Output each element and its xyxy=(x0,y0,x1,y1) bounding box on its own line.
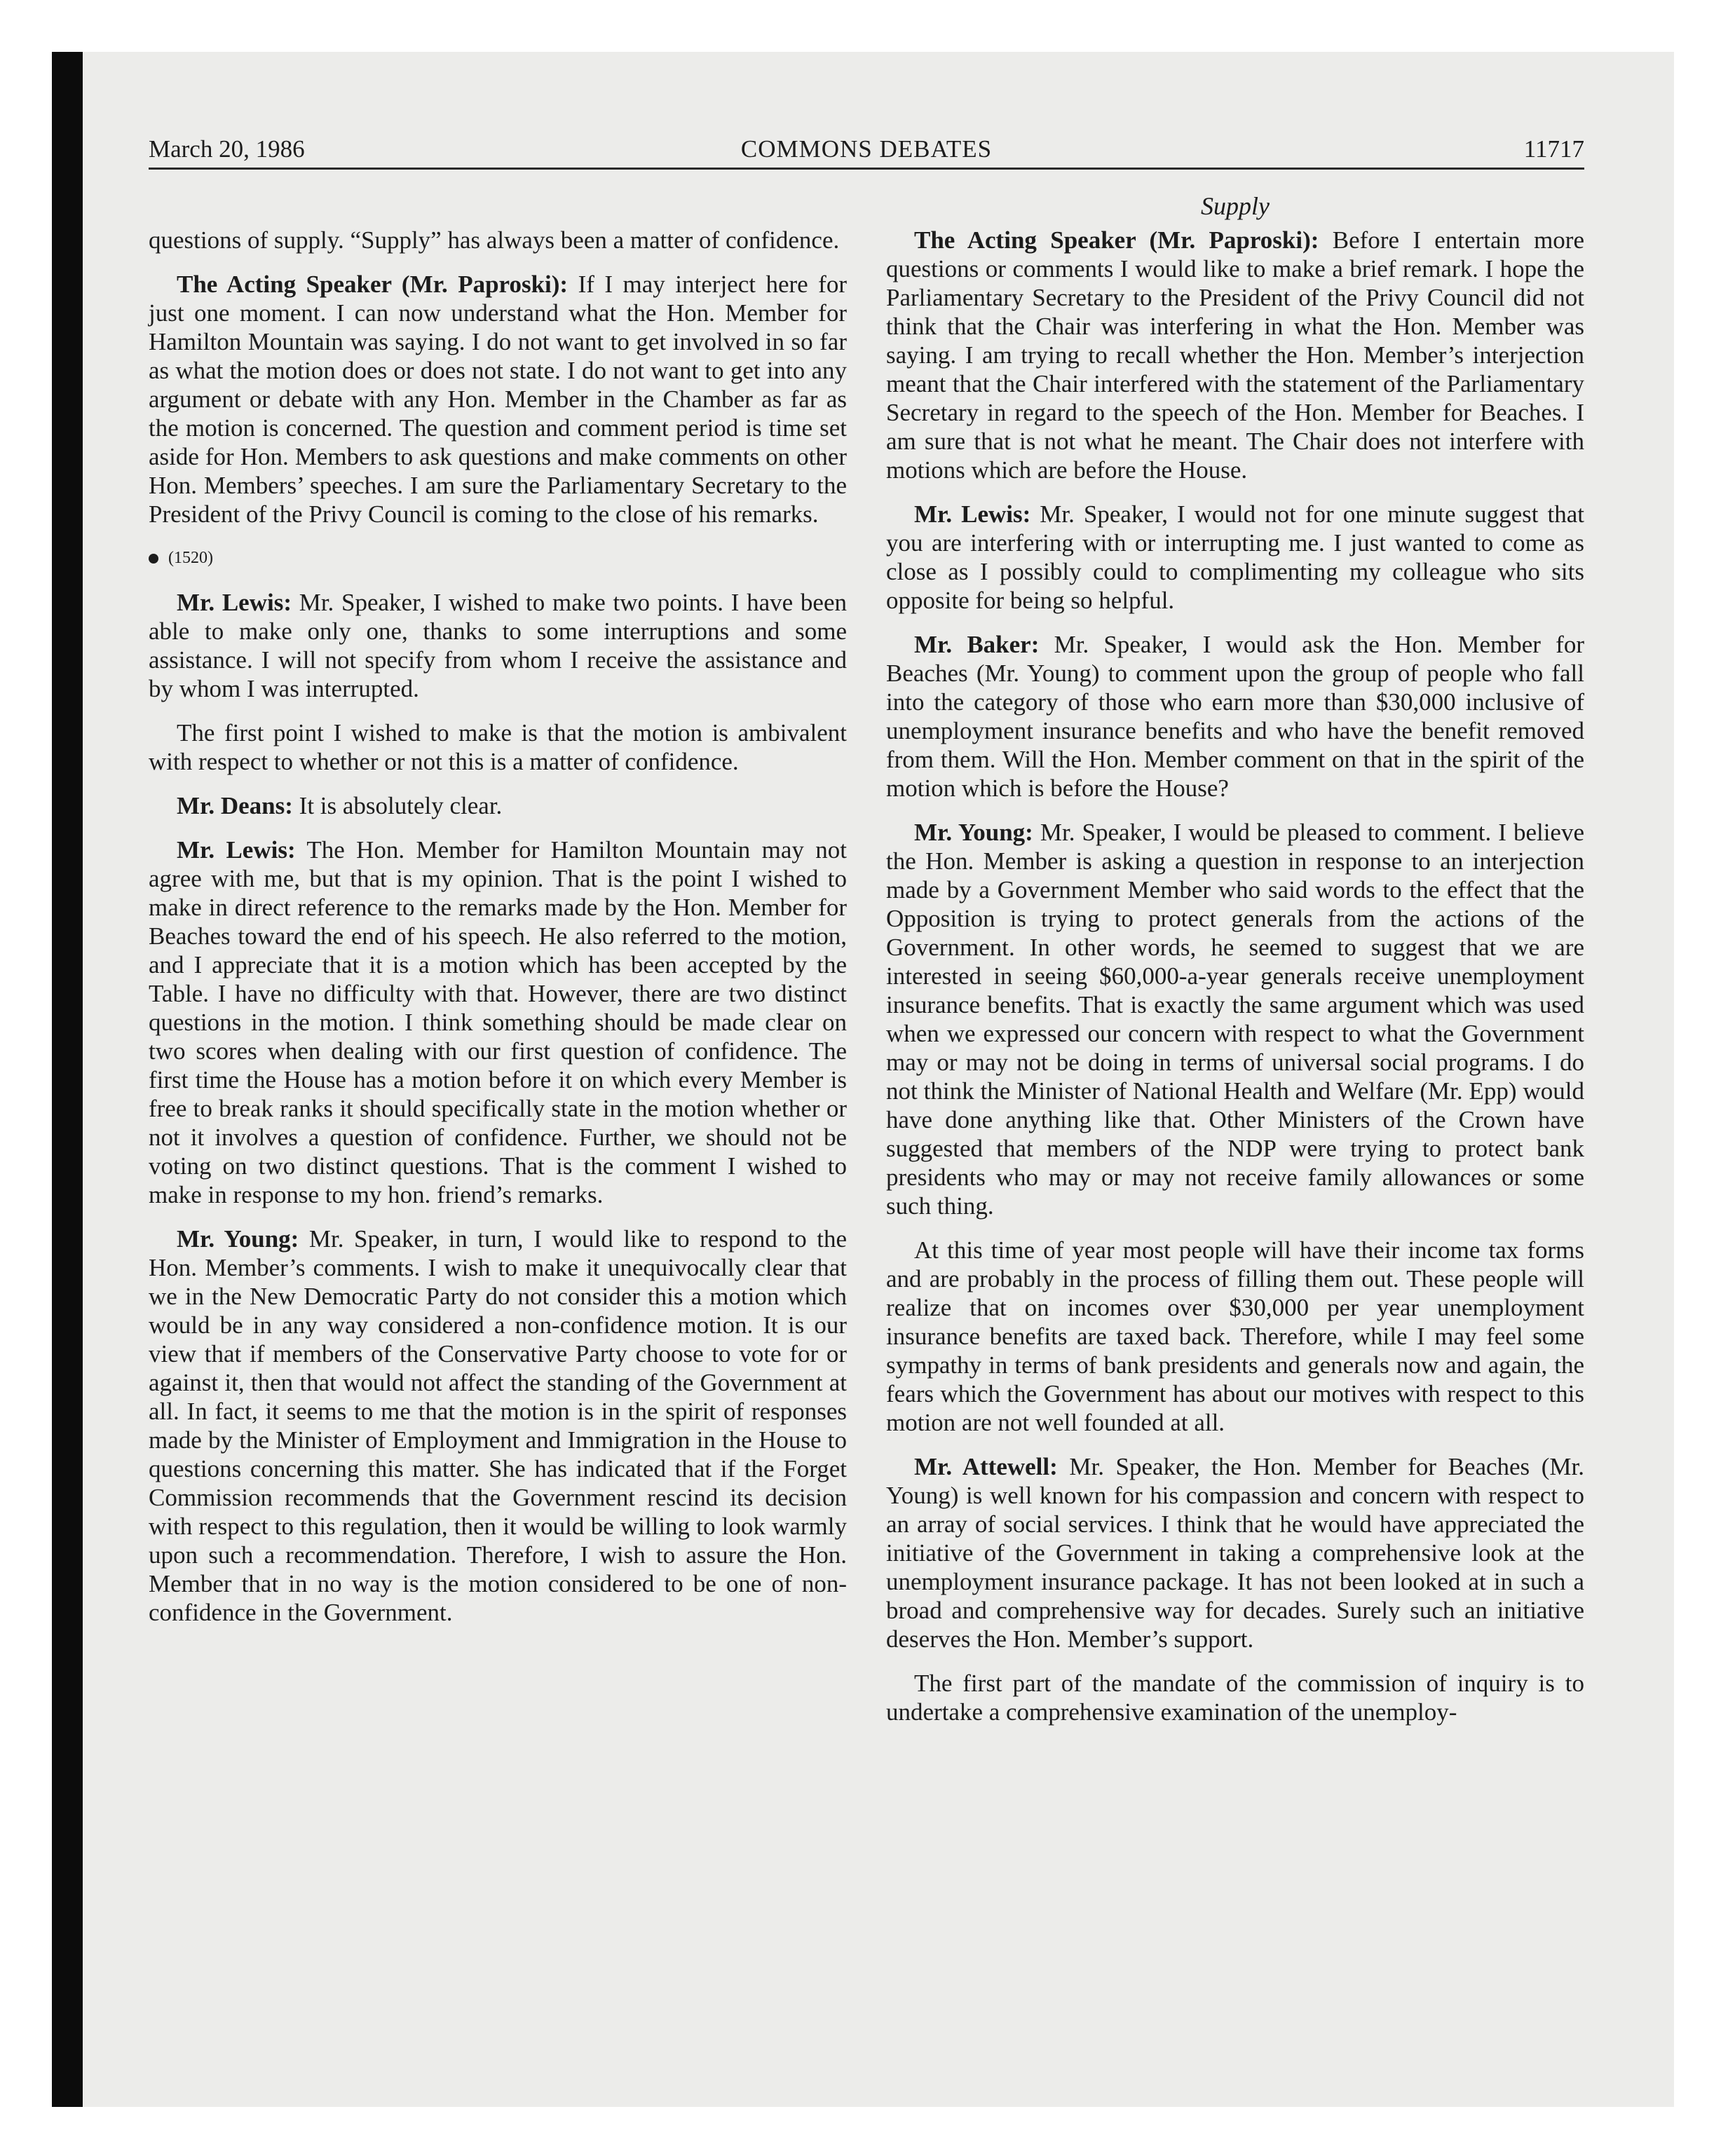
timestamp-marker: (1520) xyxy=(149,544,847,573)
paragraph: Mr. Young: Mr. Speaker, in turn, I would like to respond to the Hon. Member’s comments. I wish to make it unequivocally clear that we in the New Democratic Party do not consider this a motion which would be in any way considered a non-confidence motion. It is our view that if members of the Conservative Party choose to vote for or against it, then that would not affect the standing of the Government at all. In fact, it seems to me that the motion is in the spirit of responses made by the Minister of Employment and Immigration in the House to questions concerning this matter. She has indicated that if the Forget Commission recommends that the Government rescind its decision with respect to this regulation, then it would be willing to look warmly upon such a recommendation. Therefore, I wish to assure the Hon. Member that in no way is the motion considered to be one of non-confidence in the Government. xyxy=(149,1225,847,1626)
paragraph: The Acting Speaker (Mr. Paproski): If I may interject here for just one moment. I can now understand what the Hon. Member for Hamilton Mountain was saying. I do not want to get involved in so far as what the motion does or does not state. I do not want to get into any argument or debate with any Hon. Member in the Chamber as far as the motion is concerned. The question and comment period is time set aside for Hon. Members to ask questions and make comments on other Hon. Members’ speeches. I am sure the Parliamentary Secretary to the President of the Privy Council is coming to the close of his remarks. xyxy=(149,271,847,528)
left-column xyxy=(149,226,847,1642)
speaker-name: Mr. Baker: xyxy=(914,631,1040,658)
page-header xyxy=(149,133,1584,165)
speaker-name: Mr. Young: xyxy=(914,819,1033,846)
paragraph: Mr. Baker: Mr. Speaker, I would ask the Hon. Member for Beaches (Mr. Young) to comment upon the group of people who fall into the category of those who earn more than $30,000 inclusive of unemployment insurance benefits and who have the benefit removed from them. Will the Hon. Member comment on that in the spirit of the motion which is before the House? xyxy=(886,631,1584,802)
speaker-name: Mr. Lewis: xyxy=(177,589,292,616)
paragraph: questions of supply. “Supply” has always been a matter of confidence. xyxy=(149,226,840,254)
paragraph: Mr. Lewis: Mr. Speaker, I would not for one minute suggest that you are interfering with or interrupting me. I just wanted to come as close as I possibly could to complimenting my colleague who sits opposite for being so helpful. xyxy=(886,500,1584,614)
binding-edge xyxy=(52,52,83,2107)
bullet-icon xyxy=(149,554,158,564)
paragraph: Mr. Attewell: Mr. Speaker, the Hon. Member for Beaches (Mr. Young) is well known for his compassion and concern with respect to an array of social services. I think that he would have appreciated the initiative of the Government in taking a comprehensive look at the unemployment insurance package. It has not been looked at in such a broad and comprehensive way for decades. Surely such an initiative deserves the Hon. Member’s support. xyxy=(886,1453,1584,1653)
paragraph: Mr. Deans: It is absolutely clear. xyxy=(177,792,503,819)
section-title: Supply xyxy=(1201,192,1270,220)
right-column xyxy=(886,191,1584,1742)
header-publication: COMMONS DEBATES xyxy=(740,135,993,163)
speaker-name: Mr. Attewell: xyxy=(914,1453,1058,1480)
paragraph: Mr. Lewis: The Hon. Member for Hamilton Mountain may not agree with me, but that is my opinion. That is the point I wished to make in direct reference to the remarks made by the Hon. Member for Beaches toward the end of his speech. He also referred to the motion, and I appreciate that it is a motion which has been accepted by the Table. I have no difficulty with that. However, there are two distinct questions in the motion. I think something should be made clear on two scores when dealing with our first question of confidence. The first time the House has a motion before it on which every Member is free to break ranks it should specifically state in the motion whether or not it involves a question of confidence. Further, we should not be voting on two distinct questions. That is the comment I wished to make in response to my hon. friend’s remarks. xyxy=(149,836,847,1208)
speaker-name: Mr. Deans: xyxy=(177,792,293,819)
speaker-name: Mr. Lewis: xyxy=(177,836,296,864)
speaker-name: The Acting Speaker (Mr. Paproski): xyxy=(914,226,1319,254)
speaker-name: Mr. Young: xyxy=(177,1225,299,1253)
paragraph: The Acting Speaker (Mr. Paproski): Before I entertain more questions or comments I would like to make a brief remark. I hope the Parliamentary Secretary to the President of the Privy Council did not think that the Chair was interfering in what the Hon. Member was saying. I am trying to recall whether the Hon. Member’s interjection meant that the Chair interfered with the statement of the Parliamentary Secretary in regard to the speech of the Hon. Member for Beaches. I am sure that is not what he meant. The Chair does not interfere with motions which are before the House. xyxy=(886,226,1584,484)
speaker-name: The Acting Speaker (Mr. Paproski): xyxy=(177,271,569,298)
paragraph: Mr. Lewis: Mr. Speaker, I wished to make two points. I have been able to make only one, thanks to some interruptions and some assistance. I will not specify from whom I receive the assistance and by whom I was interrupted. xyxy=(149,589,847,702)
speaker-name: Mr. Lewis: xyxy=(914,500,1031,528)
header-rule xyxy=(149,168,1584,170)
header-page-number: 11717 xyxy=(1523,135,1584,163)
paragraph: At this time of year most people will have their income tax forms and are probably in the process of filling them out. These people will realize that on incomes over $30,000 per year unemployment insurance benefits are taxed back. Therefore, while I may feel some sympathy in terms of bank presidents and generals now and again, the fears which the Government has about our motives with respect to this motion are not well founded at all. xyxy=(886,1236,1584,1436)
paragraph: The first point I wished to make is that the motion is ambivalent with respect to whether or not this is a matter of confidence. xyxy=(149,719,847,775)
header-date: March 20, 1986 xyxy=(149,135,305,163)
paragraph: Mr. Young: Mr. Speaker, I would be pleased to comment. I believe the Hon. Member is asking a question in response to an interjection made by a Government Member who said words to the effect that the Opposition is trying to protect generals from the actions of the Government. In other words, he seemed to suggest that we are interested in seeing $60,000-a-year generals receive unemployment insurance benefits. That is exactly the same argument which was used when we expressed our concern with respect to what the Government may or may not be doing in terms of universal social programs. I do not think the Minister of National Health and Welfare (Mr. Epp) would have done anything like that. Other Ministers of the Crown have suggested that members of the NDP were trying to protect bank presidents who may or may not receive family allowances or some such thing. xyxy=(886,819,1584,1220)
paragraph: The first part of the mandate of the commission of inquiry is to undertake a comprehensive examination of the unemploy- xyxy=(886,1670,1584,1726)
